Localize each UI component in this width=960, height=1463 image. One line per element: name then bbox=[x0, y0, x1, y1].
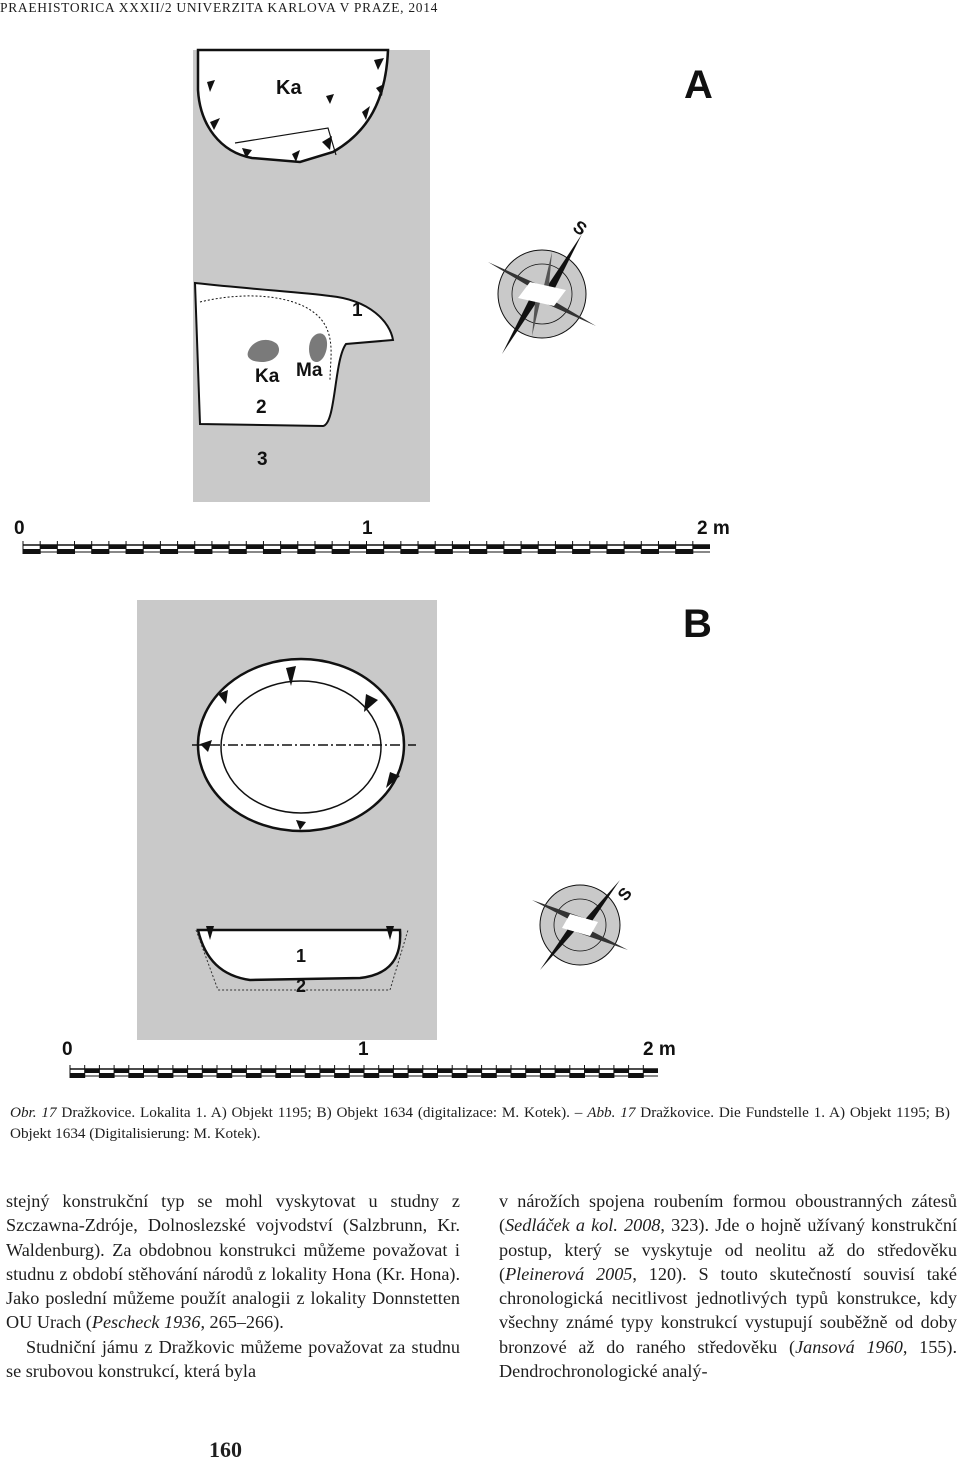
scale-segment bbox=[521, 545, 538, 549]
label-1-b: 1 bbox=[296, 946, 307, 966]
scale-segment bbox=[40, 545, 57, 549]
scale-segment bbox=[693, 545, 710, 549]
label-2-a: 2 bbox=[256, 397, 267, 418]
scale-segment bbox=[487, 545, 504, 549]
scale-segment bbox=[349, 545, 366, 549]
scale-segment bbox=[482, 1073, 497, 1078]
scale-segment bbox=[676, 549, 693, 554]
scale-segment bbox=[614, 1069, 629, 1073]
scale-segment bbox=[92, 549, 109, 554]
scale-segment bbox=[23, 549, 40, 554]
label-ka-upper: Ka bbox=[276, 77, 302, 99]
label-ka-lower: Ka bbox=[255, 366, 280, 387]
caption-czech: Dražkovice. Lokalita 1. A) Objekt 1195; B) Objekt 1634 (digitalizace: M. Kotek). – bbox=[56, 1104, 588, 1121]
scale-segment bbox=[173, 1069, 188, 1073]
scale-segment bbox=[585, 1069, 600, 1073]
scale-segment bbox=[315, 545, 332, 549]
scale-segment bbox=[624, 545, 641, 549]
scale-segment bbox=[540, 1073, 555, 1078]
scale-segment bbox=[158, 1073, 173, 1078]
scale-segment bbox=[393, 1073, 408, 1078]
citation-jansova: Jansová 1960 bbox=[795, 1336, 903, 1357]
scale-b-2m: 2 m bbox=[643, 1039, 676, 1060]
label-1-a: 1 bbox=[352, 300, 363, 321]
scale-segment bbox=[408, 1069, 423, 1073]
scale-segment bbox=[212, 545, 229, 549]
page-number: 160 bbox=[209, 1437, 242, 1462]
scale-a-1: 1 bbox=[362, 518, 373, 539]
left-column bbox=[6, 1189, 460, 1383]
scale-segment bbox=[232, 1069, 247, 1073]
citation-sedlacek: Sedláček a kol. 2008 bbox=[505, 1215, 661, 1236]
scale-segment bbox=[452, 545, 469, 549]
scale-segment bbox=[305, 1073, 320, 1078]
scale-b-0: 0 bbox=[62, 1039, 73, 1060]
compass-b bbox=[532, 880, 636, 970]
citation-pleinerova: Pleinerová 2005 bbox=[505, 1263, 633, 1284]
scale-segment bbox=[99, 1073, 114, 1078]
label-2-b: 2 bbox=[296, 976, 307, 996]
scale-segment bbox=[129, 1073, 144, 1078]
scale-segment bbox=[57, 549, 74, 554]
left-paragraph-1: stejný konstrukční typ se mohl vyskytovat u studny z Szczawna-Zdróje, Dolnoslezské vojvodství (Salzbrunn, Kr. Waldenburg). Za obdobnou konstrukci můžeme považovat i studnu z období stěhování národů z lokality Hona (Kr. Hona). Jako poslední můžeme použít analogii z lokality Donnstetten OU Urach (Pescheck 1936, 265–266). bbox=[6, 1191, 460, 1333]
scale-segment bbox=[629, 1073, 644, 1078]
scale-segment bbox=[435, 549, 452, 554]
panel-a bbox=[14, 50, 730, 554]
scale-segment bbox=[496, 1069, 511, 1073]
scale-segment bbox=[590, 545, 607, 549]
scale-segment bbox=[467, 1069, 482, 1073]
scale-segment bbox=[555, 1069, 570, 1073]
scale-segment bbox=[144, 1069, 159, 1073]
scale-segment bbox=[470, 549, 487, 554]
scale-segment bbox=[178, 545, 195, 549]
scale-segment bbox=[109, 545, 126, 549]
scale-segment bbox=[335, 1073, 350, 1078]
panel-b bbox=[62, 600, 712, 1078]
scale-segment bbox=[643, 1069, 658, 1073]
label-ma: Ma bbox=[296, 360, 323, 381]
caption-obr-label: Obr. 17 bbox=[10, 1104, 57, 1121]
running-head: PRAEHISTORICA XXXII/2 UNIVERZITA KARLOVA V PRAZE, 2014 bbox=[0, 0, 439, 15]
scale-segment bbox=[202, 1069, 217, 1073]
scale-segment bbox=[75, 545, 92, 549]
scale-segment bbox=[70, 1073, 85, 1078]
scale-segment bbox=[658, 545, 675, 549]
scale-segment bbox=[114, 1069, 129, 1073]
scale-segment bbox=[349, 1069, 364, 1073]
figure-17 bbox=[0, 36, 960, 1096]
scale-segment bbox=[641, 549, 658, 554]
scale-segment bbox=[263, 549, 280, 554]
scale-segment bbox=[126, 549, 143, 554]
scale-segment bbox=[195, 549, 212, 554]
scale-segment bbox=[229, 549, 246, 554]
panel-b-letter: B bbox=[683, 602, 712, 646]
scale-segment bbox=[555, 545, 572, 549]
scale-segment bbox=[364, 1073, 379, 1078]
citation-pescheck: Pescheck 1936 bbox=[91, 1312, 201, 1333]
scale-segment bbox=[452, 1073, 467, 1078]
scale-segment bbox=[418, 545, 435, 549]
caption-abb-label: Abb. 17 bbox=[587, 1104, 636, 1121]
compass-a-s: S bbox=[569, 216, 591, 240]
scale-b-1: 1 bbox=[358, 1039, 369, 1060]
scale-bar-a bbox=[14, 518, 730, 554]
scale-segment bbox=[511, 1073, 526, 1078]
scale-segment bbox=[401, 549, 418, 554]
scale-bar-b bbox=[62, 1039, 676, 1078]
scale-segment bbox=[570, 1073, 585, 1078]
scale-segment bbox=[332, 549, 349, 554]
compass-a bbox=[488, 216, 596, 354]
scale-segment bbox=[246, 1073, 261, 1078]
compass-b-s: S bbox=[614, 883, 636, 905]
right-column bbox=[499, 1189, 957, 1383]
scale-segment bbox=[438, 1069, 453, 1073]
label-3-a: 3 bbox=[257, 449, 268, 470]
scale-segment bbox=[367, 549, 384, 554]
scale-segment bbox=[573, 549, 590, 554]
figure-caption bbox=[10, 1102, 950, 1144]
scale-segment bbox=[384, 545, 401, 549]
scale-segment bbox=[85, 1069, 100, 1073]
scale-segment bbox=[599, 1073, 614, 1078]
scale-segment bbox=[281, 545, 298, 549]
scale-segment bbox=[261, 1069, 276, 1073]
scale-segment bbox=[217, 1073, 232, 1078]
scale-segment bbox=[379, 1069, 394, 1073]
scale-segment bbox=[291, 1069, 306, 1073]
scale-segment bbox=[160, 549, 177, 554]
scale-segment bbox=[276, 1073, 291, 1078]
scale-segment bbox=[188, 1073, 203, 1078]
scale-segment bbox=[298, 549, 315, 554]
scale-a-2m: 2 m bbox=[697, 518, 730, 539]
scale-segment bbox=[246, 545, 263, 549]
scale-segment bbox=[607, 549, 624, 554]
caption-german: Dražkovice. Die Fundstelle 1. A) Objekt 1195; B) Objekt 1634 (Digitalisierung: M. Kotek). bbox=[10, 1104, 950, 1142]
scale-segment bbox=[538, 549, 555, 554]
right-paragraph: v nárožích spojena roubením formou oboustranných zátesů (Sedláček a kol. 2008, 323). Jde o hojně užívaný konstrukční postup, který se vyskytuje od neolitu až do středověku (Pleinerová 2005, 120). S touto skutečností souvisí také chronologická necitlivost jednotlivých typů konstrukce, kdy všechny známé typy konstrukcí vystupují souběžně od doby bronzové až do raného středověku (Jansová 1960, 155). Dendrochronologické analý- bbox=[499, 1191, 958, 1382]
panel-a-letter: A bbox=[684, 63, 713, 107]
scale-segment bbox=[423, 1073, 438, 1078]
scale-segment bbox=[320, 1069, 335, 1073]
scale-segment bbox=[526, 1069, 541, 1073]
scale-segment bbox=[504, 549, 521, 554]
left-paragraph-2: Studniční jámu z Dražkovic můžeme považovat za studnu se srubovou konstrukcí, která byla bbox=[6, 1336, 460, 1382]
scale-a-0: 0 bbox=[14, 518, 25, 539]
scale-segment bbox=[143, 545, 160, 549]
